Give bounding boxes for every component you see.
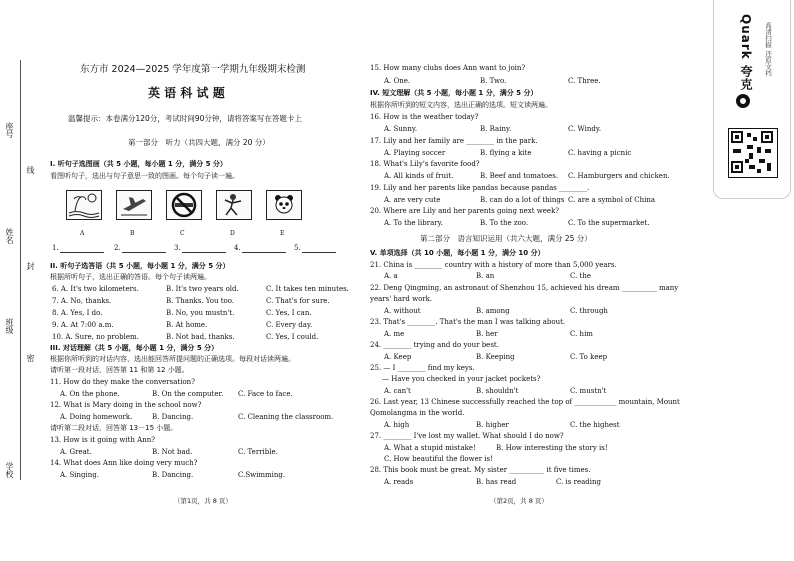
q28-c: C. is reading <box>556 478 601 486</box>
q15-c: C. Three. <box>568 77 601 85</box>
q17-b: B. flying a kite <box>480 149 532 157</box>
blank-5: 5. <box>294 244 301 252</box>
q12-a: A. Doing homework. <box>60 413 133 421</box>
q25-c: C. mustn't <box>570 387 607 395</box>
q6-a: 6. A. It's two kilometers. <box>52 285 139 293</box>
sec4-heading: IV. 短文理解（共 5 小题，每小题 1 分，满分 5 分） <box>370 89 538 97</box>
q13-c: C. Terrible. <box>238 448 278 456</box>
q22-line1: 22. Deng Qingming, an astronaut of Shenzhou 15, achieved his dream __________ many <box>370 284 679 292</box>
q8-c: C. Yes, I can. <box>266 309 312 317</box>
q26-line1: 26. Last year, 13 Chinese successfully reached the top of ____________ mountain, Mount <box>370 398 680 406</box>
q19-b: B. can do a lot of things <box>480 196 565 204</box>
q17-c: C. having a picnic <box>568 149 632 157</box>
sec4-instr: 根据你所听到的短文内容，选出正确的选项。短文读两遍。 <box>370 101 552 109</box>
q16: 16. How is the weather today? <box>370 113 479 121</box>
q27-a: A. What a stupid mistake! <box>384 444 476 452</box>
q20-a: A. To the library. <box>384 219 443 227</box>
sec3-instr2: 请听第一段对话，回答第 11 和第 12 小题。 <box>50 366 189 374</box>
q9-a: 9. A. At 7:00 a.m. <box>52 321 114 329</box>
page-1-footer: （第1页，共 8 页） <box>174 497 232 505</box>
blank-2: 2. <box>114 244 121 252</box>
pic-label-e: E <box>280 230 285 237</box>
q16-a: A. Sunny. <box>384 125 418 133</box>
q19-c: C. are a symbol of China <box>568 196 656 204</box>
q18-c: C. Hamburgers and chicken. <box>568 172 670 180</box>
q9-b: B. At home. <box>166 321 208 329</box>
blank-5-line <box>302 252 336 253</box>
q22-a: A. without <box>384 307 421 315</box>
beach-picture <box>66 190 102 220</box>
q21: 21. China is ________ country with a history of more than 5,000 years. <box>370 261 617 269</box>
q24-a: A. Keep <box>384 353 412 361</box>
blank-1: 1. <box>52 244 59 252</box>
q26-b: B. higher <box>476 421 509 429</box>
seat-label: 座号 <box>5 122 14 138</box>
q28-b: B. has read <box>476 478 517 486</box>
xian-mark: 线 <box>26 166 35 174</box>
q8-a: 8. A. Yes, I do. <box>52 309 103 317</box>
page-2-footer: （第2页，共 8 页） <box>490 497 548 505</box>
name-label: 姓名 <box>5 228 14 244</box>
q27-b: B. How interesting the story is! <box>496 444 608 452</box>
sec2-heading: II. 听句子选答语（共 5 小题，每小题 1 分，满分 5 分） <box>50 262 230 270</box>
part1-heading: 第一部分 听力（共四大题，满分 20 分） <box>128 138 270 147</box>
q24: 24. ________ trying and do your best. <box>370 341 499 349</box>
no-smoking-picture <box>166 190 202 220</box>
q16-b: B. Rainy. <box>480 125 512 133</box>
q13: 13. How is it going with Ann? <box>50 436 155 444</box>
q15: 15. How many clubs does Ann want to join? <box>370 64 526 72</box>
q15-b: B. Two. <box>480 77 507 85</box>
exam-title: 东方市 2024—2025 学年度第一学期九年级期末检测 <box>80 64 306 75</box>
q21-a: A. a <box>384 272 398 280</box>
q17: 17. Lily and her family are ________ in the park. <box>370 137 538 145</box>
pic-label-b: B <box>130 230 135 237</box>
blank-1-line <box>60 252 104 253</box>
sec1-instr: 看图听句子，选出与句子意思一致的图画。每个句子读一遍。 <box>50 172 239 180</box>
blank-4-line <box>242 252 286 253</box>
q23-b: B. her <box>476 330 498 338</box>
q12: 12. What is Mary doing in the school now? <box>50 401 202 409</box>
q18-a: A. All kinds of fruit. <box>384 172 454 180</box>
q10-c: C. Yes, I could. <box>266 333 319 341</box>
quark-logo-icon <box>736 94 750 108</box>
q7-b: B. Thanks. You too. <box>166 297 235 305</box>
q28-a: A. reads <box>384 478 414 486</box>
q20: 20. Where are Lily and her parents going next week? <box>370 207 560 215</box>
q14-b: B. Dancing. <box>152 471 194 479</box>
sec2-instr: 根据所听句子，选出正确的答语。每个句子读两遍。 <box>50 273 211 281</box>
q26-a: A. high <box>384 421 410 429</box>
feng-mark: 封 <box>26 262 35 270</box>
q18: 18. What's Lily's favorite food? <box>370 160 480 168</box>
blank-2-line <box>122 252 166 253</box>
q12-b: B. Dancing. <box>152 413 194 421</box>
pic-label-c: C <box>180 230 185 237</box>
dancer-picture <box>216 190 252 220</box>
sec5-heading: V. 单项选择（共 10 小题，每小题 1 分，满分 10 分） <box>370 249 545 257</box>
pic-label-a: A <box>80 230 85 237</box>
blank-3: 3. <box>174 244 181 252</box>
q24-b: B. Keeping <box>476 353 515 361</box>
q7-a: 7. A. No, thanks. <box>52 297 112 305</box>
q10-a: 10. A. Sure, no problem. <box>52 333 139 341</box>
mi-mark: 密 <box>26 354 35 362</box>
sec3-instr1: 根据你所听到的对话内容，选出能回答所提问题的正确选项。每段对话读两遍。 <box>50 355 295 363</box>
q21-b: B. an <box>476 272 495 280</box>
q20-c: C. To the supermarket. <box>568 219 650 227</box>
q14: 14. What does Ann like doing very much? <box>50 459 198 467</box>
q25-line2: — Have you checked in your jacket pockets? <box>382 375 541 383</box>
q19: 19. Lily and her parents like pandas because pandas ________. <box>370 184 590 192</box>
q25-b: B. shouldn't <box>476 387 519 395</box>
q20-b: B. To the zoo. <box>480 219 529 227</box>
q21-c: C. the <box>570 272 592 280</box>
q26-line2: Qomolangma in the world. <box>370 409 465 417</box>
part2-heading: 第二部分 语言知识运用（共六大题，满分 25 分） <box>420 234 592 243</box>
class-label: 班级 <box>5 318 14 334</box>
q8-b: B. No, you mustn't. <box>166 309 235 317</box>
school-label: 学校 <box>5 462 14 478</box>
q27-c: C. How beautiful the flower is! <box>384 455 493 463</box>
q25-line1: 25. — I ________ find my keys. <box>370 364 475 372</box>
q17-a: A. Playing soccer <box>384 149 446 157</box>
q19-a: A. are very cute <box>384 196 441 204</box>
q27: 27. ________ I've lost my wallet. What should I do now? <box>370 432 564 440</box>
q22-line2: years' hard work. <box>370 295 433 303</box>
q22-c: C. through <box>570 307 608 315</box>
q23-a: A. me <box>384 330 405 338</box>
q7-c: C. That's for sure. <box>266 297 330 305</box>
q16-c: C. Windy. <box>568 125 602 133</box>
q28: 28. This book must be great. My sister __________ it five times. <box>370 466 591 474</box>
panda-picture <box>266 190 302 220</box>
q24-c: C. To keep <box>570 353 608 361</box>
blank-3-line <box>182 252 226 253</box>
q22-b: B. among <box>476 307 510 315</box>
q23: 23. That's ________. That's the man I was talking about. <box>370 318 566 326</box>
qr-code-icon <box>728 128 778 178</box>
quark-brand: Quark 夸克 <box>739 14 753 91</box>
q6-c: C. It takes ten minutes. <box>266 285 349 293</box>
q14-c: C.Swimming. <box>238 471 286 479</box>
sec3-instr3: 请听第二段对话，回答第 13－15 小题。 <box>50 424 178 432</box>
q25-a: A. can't <box>384 387 411 395</box>
sec1-heading: I. 听句子选图画（共 5 小题，每小题 1 分，满分 5 分） <box>50 160 227 168</box>
q10-b: B. Not bad, thanks. <box>166 333 235 341</box>
pic-label-d: D <box>230 230 235 237</box>
q11-c: C. Face to face. <box>238 390 293 398</box>
q14-a: A. Singing. <box>60 471 99 479</box>
q6-b: B. It's two years old. <box>166 285 239 293</box>
q12-c: C. Cleaning the classroom. <box>238 413 334 421</box>
q23-c: C. him <box>570 330 593 338</box>
subject-title: 英 语 科 试 题 <box>148 86 225 100</box>
blank-4: 4. <box>234 244 241 252</box>
quark-scan-card <box>713 0 791 199</box>
q11-a: A. On the phone. <box>60 390 120 398</box>
q13-b: B. Not bad. <box>152 448 193 456</box>
sec3-heading: III. 对话理解（共 5 小题，每小题 1 分，满分 5 分） <box>50 344 219 352</box>
quark-slogan: 高清扫描 还原文档 <box>764 22 772 77</box>
q9-c: C. Every day. <box>266 321 313 329</box>
q26-c: C. the highest <box>570 421 620 429</box>
q18-b: B. Beef and tomatoes. <box>480 172 559 180</box>
q11: 11. How do they make the conversation? <box>50 378 195 386</box>
plane-picture <box>116 190 152 220</box>
exam-notice: 温馨提示：本卷满分120分，考试时间90分钟，请将答案写在答题卡上 <box>68 114 302 123</box>
q11-b: B. On the computer. <box>152 390 224 398</box>
q15-a: A. One. <box>384 77 411 85</box>
q13-a: A. Great. <box>60 448 92 456</box>
binding-line <box>20 60 21 480</box>
